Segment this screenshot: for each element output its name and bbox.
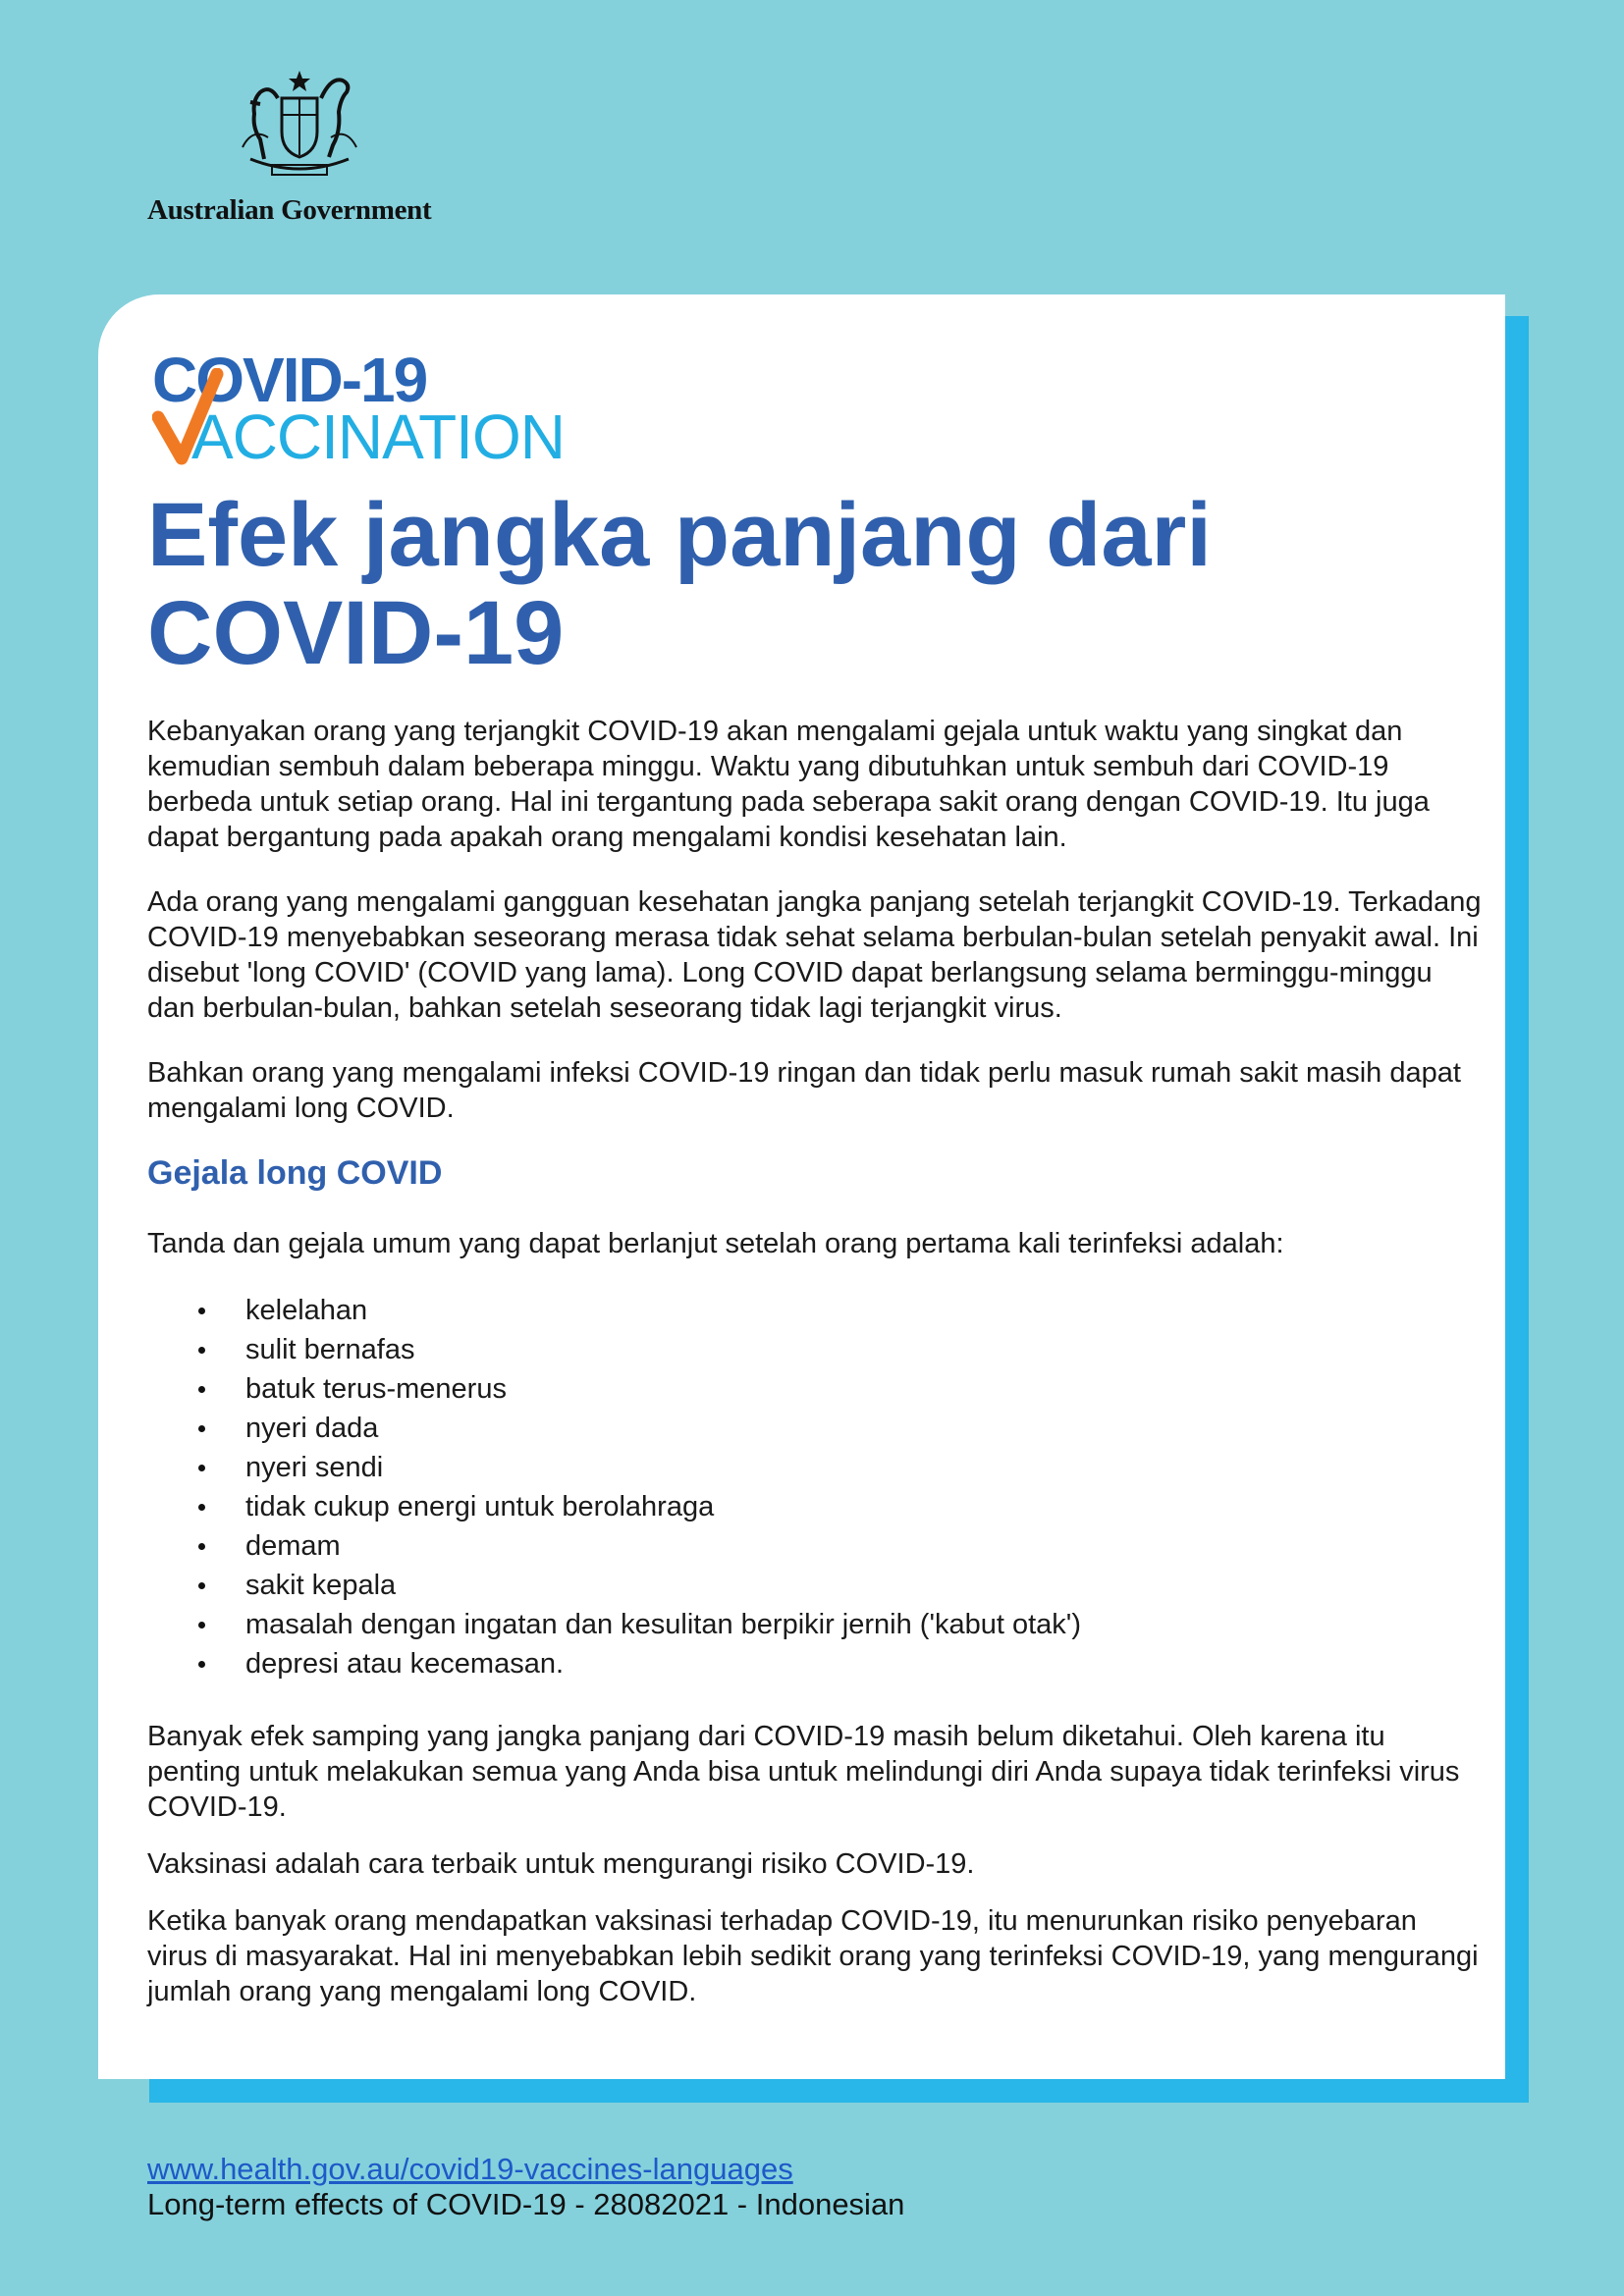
document-reference: Long-term effects of COVID-19 - 28082021 - Indonesian bbox=[147, 2187, 905, 2221]
footer bbox=[147, 2152, 904, 2222]
list-item: masalah dengan ingatan dan kesulitan berpikir jernih ('kabut otak') bbox=[245, 1605, 1483, 1644]
list-item: nyeri dada bbox=[245, 1409, 1483, 1448]
paragraph-community-risk: Ketika banyak orang mendapatkan vaksinasi terhadap COVID-19, itu menurunkan risiko penyebaran virus di masyarakat. Hal ini menyebabkan lebih sedikit orang yang terinfeksi COVID-19, yang mengurangi jumlah orang yang mengalami long COVID. bbox=[147, 1905, 1479, 2007]
list-item: demam bbox=[245, 1526, 1483, 1566]
list-item: sulit bernafas bbox=[245, 1330, 1483, 1369]
list-item: batuk terus-menerus bbox=[245, 1369, 1483, 1409]
logo-covid-text: COVID-19 bbox=[152, 345, 427, 415]
list-item: nyeri sendi bbox=[245, 1448, 1483, 1487]
paragraph-intro: Kebanyakan orang yang terjangkit COVID-19 akan mengalami gejala untuk waktu yang singkat dan kemudian sembuh dalam beberapa minggu. Waktu yang dibutuhkan untuk sembuh dari COVID-19 berbeda untuk setiap orang. Hal ini tergantung pada seberapa sakit orang dengan COVID-19. Itu juga dapat bergantung pada apakah orang mengalami kondisi kesehatan lain. bbox=[147, 716, 1430, 853]
coat-of-arms-icon bbox=[221, 69, 378, 187]
page-title: Efek jangka panjang dari COVID-19 bbox=[147, 485, 1212, 683]
paragraph-vaccination: Vaksinasi adalah cara terbaik untuk mengurangi risiko COVID-19. bbox=[147, 1848, 975, 1880]
logo-vaccination-text: ACCINATION bbox=[191, 401, 565, 472]
paragraph-long-covid: Ada orang yang mengalami gangguan kesehatan jangka panjang setelah terjangkit COVID-19. Terkadang COVID-19 menyebabkan seseorang merasa tidak sehat selama berbulan-bulan setelah penyakit awal. Ini disebut 'long COVID' (COVID yang lama). Long COVID dapat berlangsung selama berminggu-minggu dan berbulan-bulan, bahkan setelah seseorang tidak lagi terjangkit virus. bbox=[147, 886, 1482, 1024]
section-heading: Gejala long COVID bbox=[147, 1154, 443, 1192]
paragraph-mild-infection: Bahkan orang yang mengalami infeksi COVID-19 ringan dan tidak perlu masuk rumah sakit masih dapat mengalami long COVID. bbox=[147, 1057, 1461, 1124]
document-body bbox=[147, 714, 1483, 2031]
list-item: kelelahan bbox=[245, 1291, 1483, 1330]
paragraph-symptoms-intro: Tanda dan gejala umum yang dapat berlanjut setelah orang pertama kali terinfeksi adalah: bbox=[147, 1228, 1284, 1259]
list-item: sakit kepala bbox=[245, 1566, 1483, 1605]
list-item: depresi atau kecemasan. bbox=[245, 1644, 1483, 1683]
paragraph-unknown-effects: Banyak efek samping yang jangka panjang dari COVID-19 masih belum diketahui. Oleh karena itu penting untuk melakukan semua yang Anda bisa untuk melindungi diri Anda supaya tidak terinfeksi virus COVID-19. bbox=[147, 1721, 1460, 1823]
government-logo bbox=[147, 69, 461, 236]
health-website-link[interactable]: www.health.gov.au/covid19-vaccines-languages bbox=[147, 2152, 793, 2186]
government-name: Australian Government bbox=[147, 194, 432, 226]
list-item: tidak cukup energi untuk berolahraga bbox=[245, 1487, 1483, 1526]
covid-vaccination-logo bbox=[152, 345, 594, 472]
symptom-list bbox=[147, 1291, 1483, 1683]
